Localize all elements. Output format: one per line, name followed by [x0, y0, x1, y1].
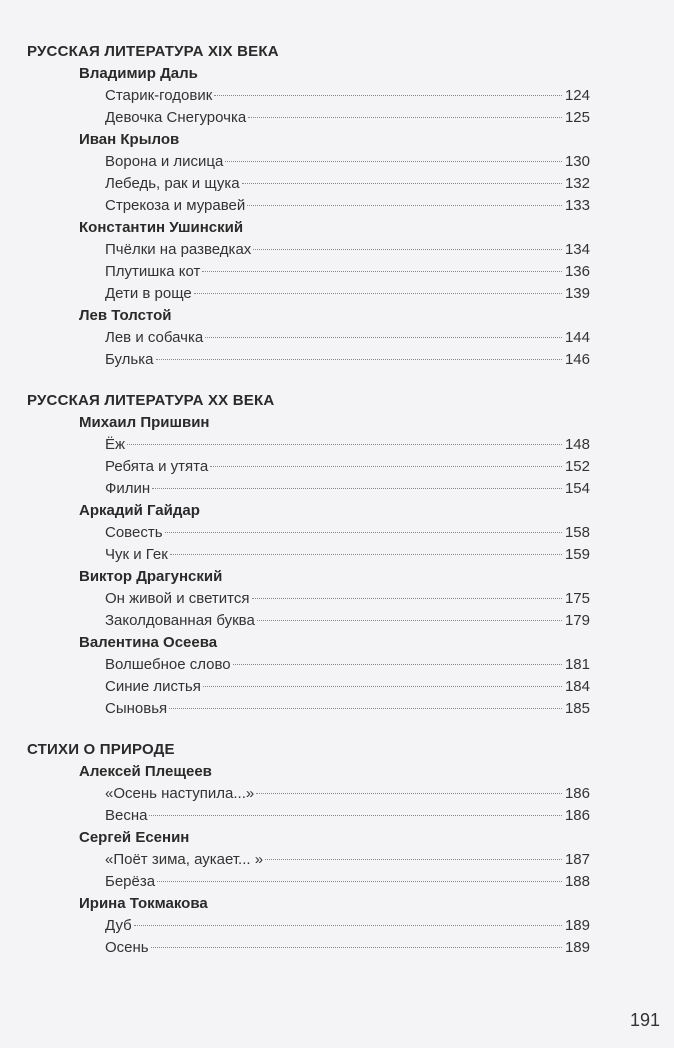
toc-entry[interactable] [27, 522, 590, 544]
entry-title: Чук и Гек [105, 546, 168, 563]
toc-entry[interactable] [27, 173, 590, 195]
entry-title: Дети в роще [105, 285, 192, 302]
toc-entry[interactable] [27, 195, 590, 217]
entry-page-number: 184 [564, 678, 590, 695]
entry-page-number: 133 [564, 197, 590, 214]
dot-leader [149, 815, 562, 816]
toc-entry[interactable] [27, 698, 590, 720]
dot-leader [157, 881, 562, 882]
toc-entry[interactable] [27, 434, 590, 456]
author-name: Константин Ушинский [79, 219, 244, 236]
toc-entry[interactable] [27, 849, 590, 871]
entry-title: Филин [105, 480, 151, 497]
toc-entry[interactable] [27, 478, 590, 500]
entry-title: «Осень наступила...» [105, 785, 255, 802]
author-name: Виктор Драгунский [79, 568, 223, 585]
section-title: РУССКАЯ ЛИТЕРАТУРА XX ВЕКА [27, 392, 275, 409]
entry-title: Ворона и лисица [105, 153, 224, 170]
author-name: Валентина Осеева [79, 634, 218, 651]
toc-entry[interactable] [27, 588, 590, 610]
toc-entry[interactable] [27, 544, 590, 566]
entry-page-number: 181 [564, 656, 590, 673]
dot-leader [127, 444, 562, 445]
toc-entry[interactable] [27, 85, 590, 107]
entry-title: Синие листья [105, 678, 201, 695]
author-name: Иван Крылов [79, 131, 180, 148]
entry-title: Осень [105, 939, 149, 956]
toc-entry[interactable] [27, 915, 590, 937]
dot-leader [203, 686, 562, 687]
entry-title: Булька [105, 351, 154, 368]
entry-title: Заколдованная буква [105, 612, 255, 629]
author-name: Аркадий Гайдар [79, 502, 200, 519]
dot-leader [252, 598, 563, 599]
toc-entry[interactable] [27, 676, 590, 698]
dot-leader [156, 359, 563, 360]
dot-leader [210, 466, 562, 467]
page-number: 191 [629, 1010, 660, 1030]
entry-title: Весна [105, 807, 148, 824]
toc-entry[interactable] [27, 805, 590, 827]
entry-title: Ребята и утята [105, 458, 209, 475]
dot-leader [233, 664, 562, 665]
toc-entry[interactable] [27, 261, 590, 283]
entry-page-number: 144 [564, 329, 590, 346]
entry-title: «Поёт зима, аукает... » [105, 851, 264, 868]
entry-page-number: 189 [564, 917, 590, 934]
toc-section [27, 41, 627, 371]
entry-page-number: 125 [564, 109, 590, 126]
toc-entry[interactable] [27, 654, 590, 676]
entry-page-number: 148 [564, 436, 590, 453]
entry-page-number: 154 [564, 480, 590, 497]
dot-leader [169, 708, 562, 709]
entry-title: Ёж [105, 436, 126, 453]
toc-entry[interactable] [27, 871, 590, 893]
dot-leader [257, 620, 562, 621]
author-name: Ирина Токмакова [79, 895, 208, 912]
entry-page-number: 132 [564, 175, 590, 192]
dot-leader [202, 271, 562, 272]
entry-page-number: 187 [564, 851, 590, 868]
dot-leader [247, 205, 562, 206]
entry-title: Старик-годовик [105, 87, 213, 104]
toc-entry[interactable] [27, 239, 590, 261]
entry-page-number: 188 [564, 873, 590, 890]
entry-title: Пчёлки на разведках [105, 241, 252, 258]
section-title: РУССКАЯ ЛИТЕРАТУРА XIX ВЕКА [27, 43, 279, 60]
toc-entry[interactable] [27, 783, 590, 805]
entry-page-number: 186 [564, 785, 590, 802]
dot-leader [134, 925, 562, 926]
entry-title: Он живой и светится [105, 590, 250, 607]
entry-page-number: 139 [564, 285, 590, 302]
entry-page-number: 152 [564, 458, 590, 475]
dot-leader [265, 859, 562, 860]
dot-leader [253, 249, 562, 250]
dot-leader [248, 117, 562, 118]
entry-title: Берёза [105, 873, 156, 890]
entry-title: Лев и собачка [105, 329, 204, 346]
entry-page-number: 146 [564, 351, 590, 368]
toc-entry[interactable] [27, 327, 590, 349]
dot-leader [194, 293, 562, 294]
dot-leader [214, 95, 562, 96]
entry-page-number: 124 [564, 87, 590, 104]
toc-entry[interactable] [27, 456, 590, 478]
entry-page-number: 159 [564, 546, 590, 563]
toc-entry[interactable] [27, 151, 590, 173]
entry-title: Девочка Снегурочка [105, 109, 247, 126]
author-name: Михаил Пришвин [79, 414, 210, 431]
toc-section [27, 390, 627, 720]
entry-page-number: 186 [564, 807, 590, 824]
dot-leader [152, 488, 562, 489]
author-name: Лев Толстой [79, 307, 172, 324]
entry-title: Дуб [105, 917, 132, 934]
entry-title: Сыновья [105, 700, 168, 717]
author-name: Владимир Даль [79, 65, 198, 82]
entry-page-number: 136 [564, 263, 590, 280]
entry-page-number: 185 [564, 700, 590, 717]
dot-leader [205, 337, 562, 338]
entry-page-number: 130 [564, 153, 590, 170]
entry-title: Волшебное слово [105, 656, 231, 673]
toc-entry[interactable] [27, 107, 590, 129]
entry-title: Плутишка кот [105, 263, 201, 280]
dot-leader [151, 947, 562, 948]
toc-entry[interactable] [27, 283, 590, 305]
entry-page-number: 158 [564, 524, 590, 541]
toc-section [27, 739, 627, 959]
dot-leader [256, 793, 562, 794]
entry-title: Лебедь, рак и щука [105, 175, 240, 192]
author-name: Сергей Есенин [79, 829, 190, 846]
dot-leader [242, 183, 562, 184]
author-name: Алексей Плещеев [79, 763, 212, 780]
entry-title: Стрекоза и муравей [105, 197, 246, 214]
entry-page-number: 189 [564, 939, 590, 956]
toc-entry[interactable] [27, 349, 590, 371]
section-title: СТИХИ О ПРИРОДЕ [27, 741, 175, 758]
dot-leader [165, 532, 562, 533]
dot-leader [225, 161, 562, 162]
entry-page-number: 179 [564, 612, 590, 629]
entry-title: Совесть [105, 524, 163, 541]
toc-entry[interactable] [27, 610, 590, 632]
toc-entry[interactable] [27, 937, 590, 959]
dot-leader [170, 554, 562, 555]
entry-page-number: 134 [564, 241, 590, 258]
entry-page-number: 175 [564, 590, 590, 607]
